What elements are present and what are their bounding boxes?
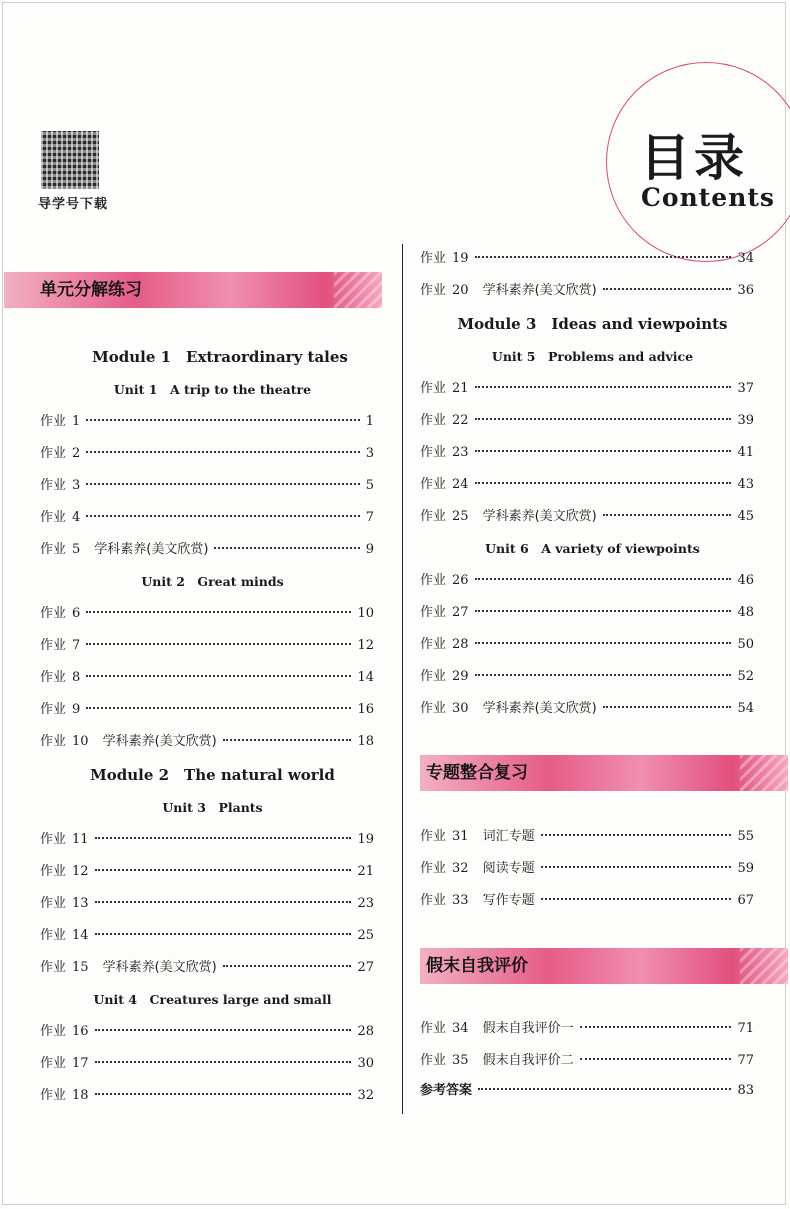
entry-label-text: 作业	[40, 414, 67, 429]
entry-page: 28	[357, 1024, 374, 1039]
entry-page: 1	[365, 414, 374, 429]
entry-label-text: 作业	[420, 283, 447, 298]
entry-number: 32	[452, 861, 469, 876]
entry-page: 30	[357, 1056, 374, 1071]
leader-dots	[475, 674, 732, 676]
qr-code	[41, 131, 99, 189]
leader-dots	[95, 869, 352, 871]
entry-label	[40, 894, 89, 914]
entry-label-text: 作业	[420, 573, 447, 588]
entry-page: 39	[737, 413, 754, 428]
entry-number: 25	[452, 509, 469, 524]
toc-entry[interactable]	[40, 1086, 374, 1106]
toc-entry[interactable]	[40, 508, 374, 528]
leader-dots	[475, 418, 732, 420]
entry-label	[420, 1051, 469, 1071]
toc-entry[interactable]	[40, 830, 374, 850]
entry-label-text: 作业	[40, 960, 67, 975]
toc-entry[interactable]	[40, 732, 374, 752]
toc-entry[interactable]	[40, 540, 374, 560]
toc-entry[interactable]	[420, 891, 754, 911]
entry-page: 19	[357, 832, 374, 847]
leader-dots	[223, 739, 352, 741]
entry-subtitle: 学科素养(美文欣赏)	[482, 283, 597, 298]
entry-label-text: 作业	[40, 670, 67, 685]
entry-number: 16	[72, 1024, 89, 1039]
entry-label	[40, 958, 89, 978]
entry-label-text: 作业	[40, 1088, 67, 1103]
entry-page: 55	[737, 829, 754, 844]
leader-dots	[86, 483, 359, 485]
entry-number: 21	[452, 381, 469, 396]
leader-dots	[95, 1061, 352, 1063]
entry-number: 14	[72, 928, 89, 943]
entry-label-text: 作业	[420, 861, 447, 876]
leader-dots	[603, 514, 732, 516]
unit-heading: Unit 2 Great minds	[141, 574, 284, 589]
entry-subtitle: 学科素养(美文欣赏)	[482, 701, 597, 716]
entry-label	[420, 635, 469, 655]
section-banner-unit-practice	[4, 272, 382, 308]
entry-number: 31	[452, 829, 469, 844]
entry-label	[420, 281, 469, 301]
entry-page: 18	[357, 734, 374, 749]
leader-dots	[603, 288, 732, 290]
leader-dots	[541, 834, 732, 836]
entry-page: 7	[365, 510, 374, 525]
entry-label-text: 作业	[40, 702, 67, 717]
entry-page: 14	[357, 670, 374, 685]
entry-label	[40, 830, 89, 850]
section-title: 单元分解练习	[40, 280, 142, 300]
entry-subtitle: 学科素养(美文欣赏)	[102, 960, 217, 975]
unit-heading: Unit 6 A variety of viewpoints	[485, 541, 700, 556]
toc-entry[interactable]	[420, 603, 754, 623]
entry-label-text: 作业	[40, 734, 67, 749]
toc-entry[interactable]	[40, 444, 374, 464]
entry-number: 11	[72, 832, 89, 847]
section-banner-topic-review	[420, 755, 788, 791]
leader-dots	[95, 901, 352, 903]
entry-number: 7	[72, 638, 81, 653]
entry-label: 参考答案	[420, 1083, 473, 1098]
entry-label-text: 作业	[40, 832, 67, 847]
entry-label	[420, 827, 469, 847]
unit-heading: Unit 3 Plants	[162, 800, 263, 815]
toc-entry[interactable]	[420, 475, 754, 495]
leader-dots	[580, 1058, 732, 1060]
toc-entry[interactable]	[420, 635, 754, 655]
leader-dots	[95, 837, 352, 839]
entry-page: 37	[737, 381, 754, 396]
entry-label	[40, 636, 80, 656]
entry-page: 9	[365, 542, 374, 557]
entry-label-text: 作业	[420, 251, 447, 266]
entry-label-text: 作业	[420, 477, 447, 492]
entry-label	[40, 1054, 89, 1074]
entry-label-text: 作业	[420, 893, 447, 908]
entry-label-text: 作业	[420, 669, 447, 684]
leader-dots	[603, 706, 732, 708]
entry-label	[40, 732, 89, 752]
leader-dots	[475, 482, 732, 484]
entry-label-text: 作业	[420, 637, 447, 652]
toc-entry[interactable]	[40, 668, 374, 688]
entry-label-text: 作业	[40, 1024, 67, 1039]
entry-label	[420, 859, 469, 879]
entry-page: 48	[737, 605, 754, 620]
entry-number: 13	[72, 896, 89, 911]
entry-page: 23	[357, 896, 374, 911]
leader-dots	[475, 578, 732, 580]
entry-page: 32	[357, 1088, 374, 1103]
entry-label	[40, 604, 80, 624]
entry-number: 4	[72, 510, 81, 525]
entry-label	[420, 571, 469, 591]
entry-label-text: 作业	[420, 445, 447, 460]
toc-entry[interactable]	[420, 1051, 754, 1071]
toc-entry[interactable]	[40, 1054, 374, 1074]
section-title: 假末自我评价	[426, 956, 528, 976]
entry-page: 34	[737, 251, 754, 266]
toc-entry[interactable]	[420, 571, 754, 591]
entry-number: 12	[72, 864, 89, 879]
leader-dots	[541, 866, 732, 868]
entry-label	[420, 1019, 469, 1039]
entry-number: 2	[72, 446, 81, 461]
entry-label	[40, 862, 89, 882]
leader-dots	[580, 1026, 732, 1028]
entry-number: 26	[452, 573, 469, 588]
toc-entry[interactable]	[420, 827, 754, 847]
entry-label-text: 作业	[40, 928, 67, 943]
entry-label-text: 作业	[420, 701, 447, 716]
entry-subtitle: 假末自我评价一	[482, 1021, 574, 1036]
entry-number: 6	[72, 606, 81, 621]
leader-dots	[95, 933, 352, 935]
entry-page: 54	[737, 701, 754, 716]
entry-page: 71	[737, 1021, 754, 1036]
toc-entry[interactable]	[40, 700, 374, 720]
entry-label	[40, 412, 80, 432]
entry-label	[40, 1022, 89, 1042]
leader-dots	[86, 515, 359, 517]
entry-page: 52	[737, 669, 754, 684]
toc-entry[interactable]	[40, 894, 374, 914]
entry-page: 27	[357, 960, 374, 975]
toc-entry[interactable]	[40, 476, 374, 496]
entry-label	[40, 700, 80, 720]
toc-entry-answers[interactable]	[420, 1081, 754, 1101]
entry-page: 21	[357, 864, 374, 879]
entry-number: 9	[72, 702, 81, 717]
toc-entry[interactable]	[420, 859, 754, 879]
toc-entry[interactable]	[420, 1019, 754, 1039]
toc-entry[interactable]	[420, 411, 754, 431]
entry-page: 45	[737, 509, 754, 524]
leader-dots	[214, 547, 359, 549]
page-title: 目录	[640, 129, 748, 187]
entry-label-text: 作业	[40, 478, 67, 493]
entry-page: 3	[365, 446, 374, 461]
entry-label	[420, 507, 469, 527]
entry-label-text: 作业	[420, 413, 447, 428]
toc-entry[interactable]	[420, 699, 754, 719]
entry-number: 29	[452, 669, 469, 684]
leader-dots	[223, 965, 352, 967]
entry-number: 22	[452, 413, 469, 428]
entry-page: 50	[737, 637, 754, 652]
section-title: 专题整合复习	[426, 763, 528, 783]
leader-dots	[478, 1088, 731, 1090]
entry-label-text: 作业	[420, 605, 447, 620]
entry-page: 5	[365, 478, 374, 493]
leader-dots	[475, 386, 732, 388]
entry-number: 18	[72, 1088, 89, 1103]
entry-page: 25	[357, 928, 374, 943]
toc-entry[interactable]	[420, 667, 754, 687]
entry-page: 16	[357, 702, 374, 717]
entry-label-text: 作业	[40, 896, 67, 911]
entry-label	[40, 1086, 89, 1106]
leader-dots	[86, 707, 351, 709]
entry-label	[420, 411, 469, 431]
leader-dots	[86, 643, 351, 645]
entry-number: 20	[452, 283, 469, 298]
entry-page: 59	[737, 861, 754, 876]
unit-heading: Unit 5 Problems and advice	[491, 349, 694, 364]
toc-entry[interactable]	[420, 281, 754, 301]
entry-label	[420, 249, 469, 269]
entry-page: 77	[737, 1053, 754, 1068]
toc-entry[interactable]	[420, 249, 754, 269]
entry-subtitle: 词汇专题	[482, 829, 535, 844]
entry-number: 19	[452, 251, 469, 266]
toc-entry[interactable]	[420, 443, 754, 463]
entry-label	[40, 476, 80, 496]
entry-label-text: 作业	[420, 509, 447, 524]
toc-entry[interactable]	[40, 958, 374, 978]
column-divider	[402, 244, 403, 1114]
entry-label-text: 作业	[420, 1021, 447, 1036]
entry-label-text: 作业	[40, 864, 67, 879]
module-heading: Module 2 The natural world	[90, 766, 335, 784]
entry-number: 33	[452, 893, 469, 908]
entry-subtitle: 学科素养(美文欣赏)	[482, 509, 597, 524]
toc-entry[interactable]	[40, 604, 374, 624]
leader-dots	[86, 675, 351, 677]
entry-label-text: 作业	[40, 1056, 67, 1071]
entry-label	[420, 379, 469, 399]
toc-entry[interactable]	[420, 379, 754, 399]
leader-dots	[475, 256, 732, 258]
entry-page: 41	[737, 445, 754, 460]
entry-label	[420, 443, 469, 463]
toc-entry[interactable]	[40, 412, 374, 432]
leader-dots	[86, 451, 359, 453]
entry-label-text: 作业	[40, 446, 67, 461]
entry-page: 36	[737, 283, 754, 298]
entry-number: 28	[452, 637, 469, 652]
leader-dots	[95, 1093, 352, 1095]
entry-number: 17	[72, 1056, 89, 1071]
unit-heading: Unit 1 A trip to the theatre	[113, 382, 312, 397]
entry-subtitle: 假末自我评价二	[482, 1053, 574, 1068]
entry-page: 83	[737, 1083, 754, 1098]
section-banner-holiday-eval	[420, 948, 788, 984]
entry-label	[420, 699, 469, 719]
entry-number: 5	[72, 542, 81, 557]
entry-label-text: 作业	[420, 829, 447, 844]
entry-page: 67	[737, 893, 754, 908]
entry-number: 23	[452, 445, 469, 460]
entry-label-text: 作业	[40, 606, 67, 621]
leader-dots	[86, 611, 351, 613]
entry-label	[40, 508, 80, 528]
entry-subtitle: 阅读专题	[482, 861, 535, 876]
entry-label	[420, 603, 469, 623]
leader-dots	[475, 642, 732, 644]
module-heading: Module 1 Extraordinary tales	[92, 348, 348, 366]
entry-number: 1	[72, 414, 81, 429]
entry-label-text: 作业	[40, 510, 67, 525]
entry-number: 10	[72, 734, 89, 749]
leader-dots	[475, 450, 732, 452]
toc-entry[interactable]	[40, 862, 374, 882]
toc-entry[interactable]	[40, 926, 374, 946]
module-heading: Module 3 Ideas and viewpoints	[457, 315, 728, 333]
entry-number: 27	[452, 605, 469, 620]
entry-subtitle: 写作专题	[482, 893, 535, 908]
entry-label	[420, 475, 469, 495]
entry-label	[40, 540, 80, 560]
page-subtitle: Contents	[641, 183, 776, 212]
entry-number: 24	[452, 477, 469, 492]
leader-dots	[86, 419, 359, 421]
entry-page: 12	[357, 638, 374, 653]
entry-number: 30	[452, 701, 469, 716]
toc-entry[interactable]	[40, 636, 374, 656]
entry-label-text: 作业	[40, 542, 67, 557]
leader-dots	[95, 1029, 352, 1031]
entry-number: 15	[72, 960, 89, 975]
qr-label: 导学号下载	[38, 197, 109, 212]
entry-subtitle: 学科素养(美文欣赏)	[102, 734, 217, 749]
entry-number: 35	[452, 1053, 469, 1068]
entry-label-text: 作业	[420, 1053, 447, 1068]
entry-page: 10	[357, 606, 374, 621]
entry-subtitle: 学科素养(美文欣赏)	[94, 542, 209, 557]
entry-label-text: 作业	[40, 638, 67, 653]
entry-label	[40, 444, 80, 464]
entry-label	[40, 668, 80, 688]
entry-label	[420, 891, 469, 911]
leader-dots	[541, 898, 732, 900]
entry-label	[40, 926, 89, 946]
toc-entry[interactable]	[420, 507, 754, 527]
entry-label-text: 作业	[420, 381, 447, 396]
entry-number: 3	[72, 478, 81, 493]
entry-page: 46	[737, 573, 754, 588]
leader-dots	[475, 610, 732, 612]
unit-heading: Unit 4 Creatures large and small	[93, 992, 332, 1007]
toc-entry[interactable]	[40, 1022, 374, 1042]
entry-label	[420, 667, 469, 687]
entry-number: 34	[452, 1021, 469, 1036]
entry-page: 43	[737, 477, 754, 492]
entry-number: 8	[72, 670, 81, 685]
